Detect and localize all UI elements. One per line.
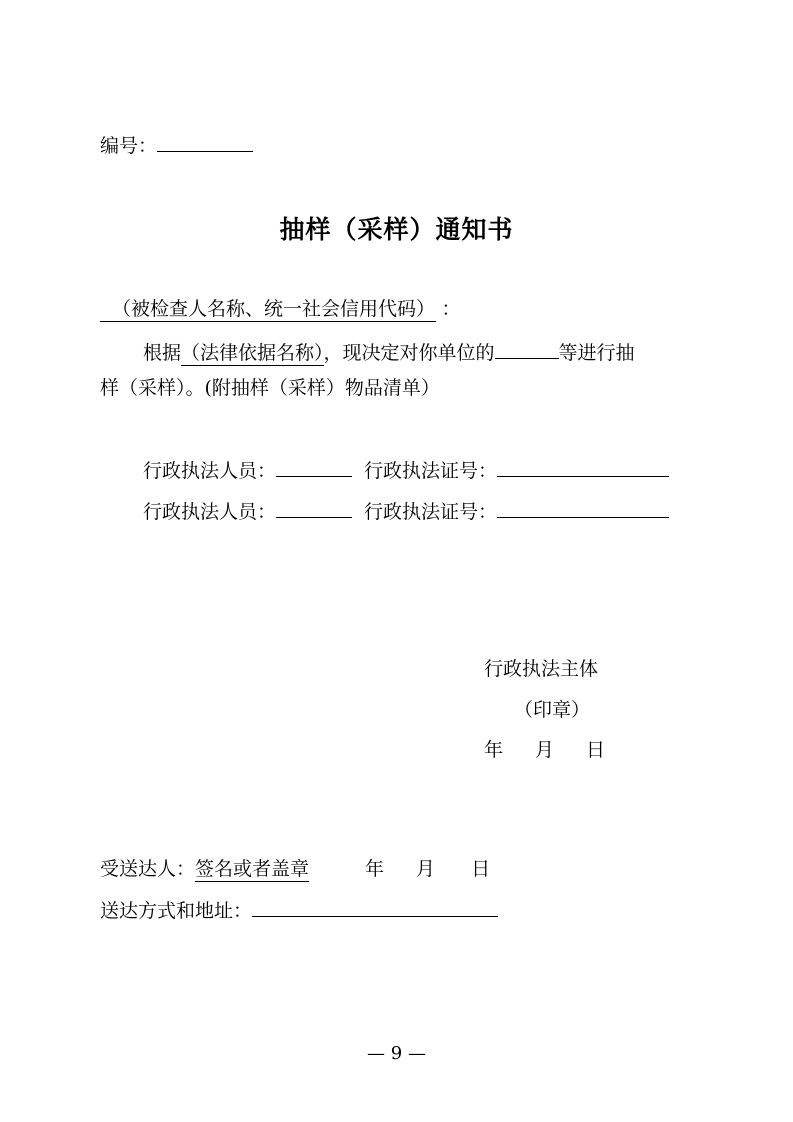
document-number-field[interactable]: [157, 131, 253, 152]
recipient-month: 月: [416, 858, 436, 880]
law-name-field[interactable]: （法律依据名称）: [181, 342, 324, 364]
seal-label: （印章）: [514, 699, 591, 721]
date-month: 月: [535, 739, 555, 761]
body-text-mid: ，现决定对你单位的: [323, 342, 495, 364]
officer-name-field[interactable]: [276, 497, 352, 518]
cert-label: 行政执法证号：: [364, 460, 498, 482]
officer-row-2: [143, 497, 669, 525]
recipient-year: 年: [365, 858, 385, 880]
document-number-row: [100, 131, 253, 159]
recipient-signature-field[interactable]: 签名或者盖章: [195, 858, 310, 880]
officer-row-1: [143, 456, 669, 484]
officer-name-field[interactable]: [276, 456, 352, 477]
document-number-label: 编号：: [100, 135, 158, 157]
date-day: 日: [586, 739, 606, 761]
delivery-row: [100, 896, 498, 924]
signature-date: [484, 737, 605, 763]
cert-label: 行政执法证号：: [364, 501, 498, 523]
cert-number-field[interactable]: [497, 497, 669, 518]
sample-items-field[interactable]: [495, 338, 559, 359]
page-title: 抽样（采样）通知书: [279, 215, 514, 244]
body-line-2: 样（采样）。(附抽样（采样）物品清单）: [100, 377, 440, 399]
body-text-end: 等进行抽: [558, 342, 635, 364]
enforcement-entity: 行政执法主体: [484, 658, 599, 680]
recipient-row: [100, 856, 490, 882]
body-text-start: 根据: [143, 342, 182, 364]
officer-label: 行政执法人员：: [143, 501, 277, 523]
cert-number-field[interactable]: [497, 456, 669, 477]
body-line-1: [143, 338, 635, 366]
addressee-name-field[interactable]: （被检查人名称、统一社会信用代码）: [100, 298, 436, 322]
page-number: — 9 —: [367, 1043, 426, 1064]
delivery-label: 送达方式和地址：: [100, 900, 253, 922]
addressee-colon: ：: [441, 298, 461, 320]
date-year: 年: [484, 739, 504, 761]
officer-label: 行政执法人员：: [143, 460, 277, 482]
addressee-row: [100, 296, 461, 322]
delivery-address-field[interactable]: [252, 896, 498, 917]
recipient-label: 受送达人：: [100, 858, 196, 880]
recipient-day: 日: [471, 858, 491, 880]
